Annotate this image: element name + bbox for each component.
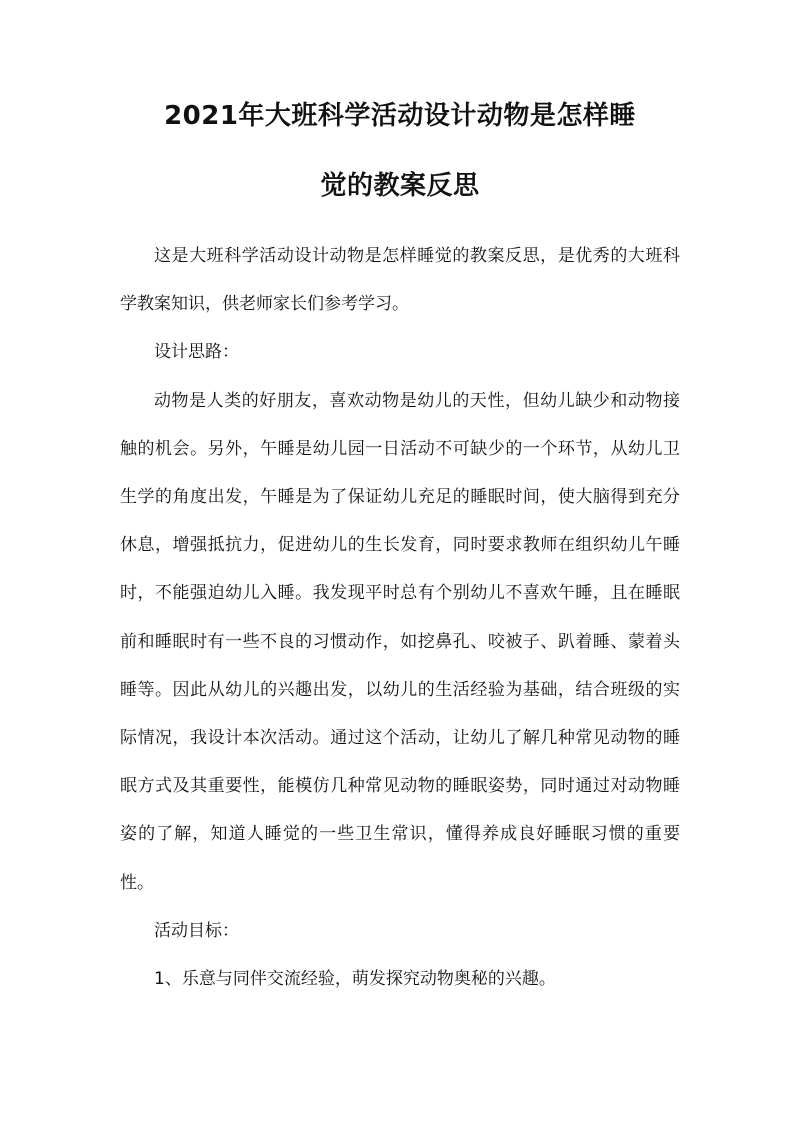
document-body bbox=[120, 232, 680, 1003]
document-title-line-1: 2021年大班科学活动设计动物是怎样睡 bbox=[164, 101, 636, 131]
intro-paragraph: 这是大班科学活动设计动物是怎样睡觉的教案反思，是优秀的大班科学教案知识，供老师家长们参考学习。 bbox=[120, 246, 680, 315]
document-title-line-2: 觉的教案反思 bbox=[320, 171, 480, 201]
goal-item-1: 1、乐意与同伴交流经验，萌发探究动物奥秘的兴趣。 bbox=[154, 969, 556, 990]
design-heading: 设计思路： bbox=[154, 342, 239, 363]
design-paragraph: 动物是人类的好朋友，喜欢动物是幼儿的天性，但幼儿缺少和动物接触的机会。另外，午睡是幼儿园一日活动不可缺少的一个环节，从幼儿卫生学的角度出发，午睡是为了保证幼儿充足的睡眠时间，使大脑得到充分休息，增强抵抗力，促进幼儿的生长发育，同时要求教师在组织幼儿午睡时，不能强迫幼儿入睡。我发现平时总有个别幼儿不喜欢午睡，且在睡眠前和睡眠时有一些不良的习惯动作，如挖鼻孔、咬被子、趴着睡、蒙着头睡等。因此从幼儿的兴趣出发，以幼儿的生活经验为基础，结合班级的实际情况，我设计本次活动。通过这个活动，让幼儿了解几种常见动物的睡眠方式及其重要性，能模仿几种常见动物的睡眠姿势，同时通过对动物睡姿的了解，知道人睡觉的一些卫生常识，懂得养成良好睡眠习惯的重要性。 bbox=[120, 390, 680, 893]
goals-heading: 活动目标： bbox=[154, 920, 239, 941]
